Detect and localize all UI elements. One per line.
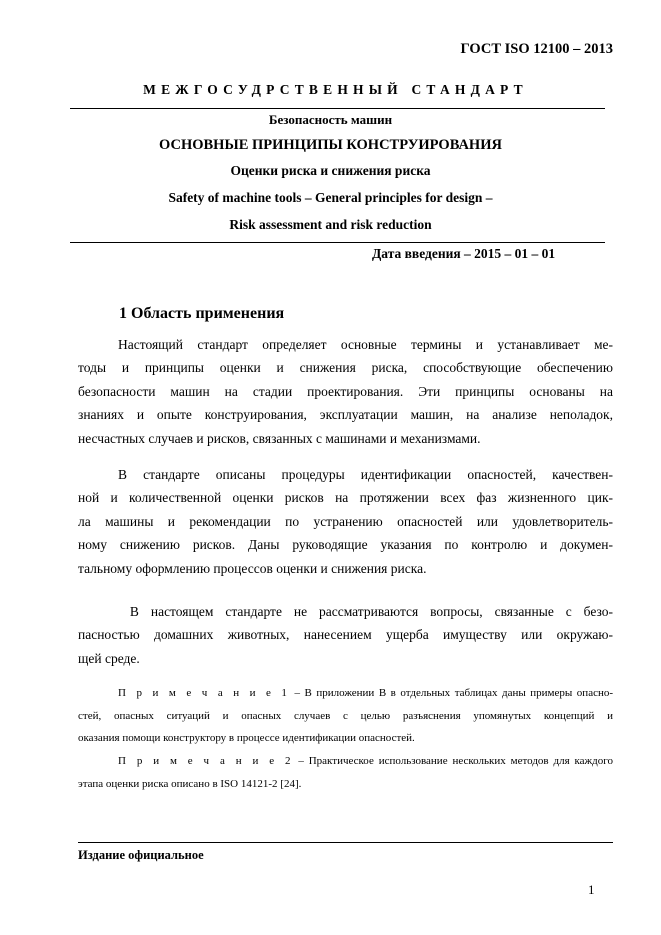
paragraph-line: В стандарте описаны процедуры идентификации опасностей, качествен- <box>118 467 613 482</box>
paragraph-2 <box>78 463 613 580</box>
title-sub: Оценки риска и снижения риска <box>230 163 431 178</box>
note-text: – Практическое использование нескольких методов для каждого <box>293 755 613 767</box>
title-divider-bottom <box>70 242 605 243</box>
note-2 <box>78 750 613 795</box>
footer-divider <box>78 842 613 843</box>
paragraph-line: безопасности машин на стадии проектирования. Эти принципы основаны на <box>78 383 613 399</box>
note-first-line <box>78 682 613 705</box>
title-divider-top <box>70 108 605 109</box>
paragraph-line: ному снижению рисков. Даны руководящие указания по контролю и докумен- <box>78 537 613 553</box>
note-line: стей, опасных ситуаций и опасных случаев с целью разъяснения упомянутых концепций и <box>78 709 613 722</box>
paragraph-line: тоды и принципы оценки и снижения риска, способствующие обеспечению <box>78 360 613 376</box>
paragraph-line: тальному оформлению процессов оценки и снижения риска. <box>78 560 427 576</box>
paragraph-line: ной и количественной оценки рисков на протяжении всех фаз жизненного цик- <box>78 490 613 506</box>
note-line: этапа оценки риска описано в ISO 14121-2 [24]. <box>78 777 302 790</box>
paragraph-line: знаниях и опыте конструирования, эксплуатации машин, на анализе неполадок, <box>78 407 613 423</box>
note-first-line <box>78 750 613 773</box>
paragraph-line: ла машины и рекомендации по устранению опасностей или удовлетворитель- <box>78 513 613 529</box>
title-english-line2: Risk assessment and risk reduction <box>229 217 432 232</box>
note-line: оказания помощи конструктору в процессе идентификации опасностей. <box>78 732 415 744</box>
standard-number: ГОСТ ISO 12100 – 2013 <box>460 41 613 57</box>
section-title: 1 Область применения <box>119 305 285 322</box>
paragraph-line: Настоящий стандарт определяет основные термины и устанавливает ме- <box>118 337 613 352</box>
subject-line: Безопасность машин <box>268 112 393 127</box>
paragraph-line: пасностью домашних животных, нанесением ущерба имуществу или окружаю- <box>78 627 613 643</box>
title-english-line1: Safety of machine tools – General principles for design – <box>168 190 493 205</box>
note-label: П р и м е ч а н и е 2 <box>118 755 294 767</box>
paragraph-3 <box>78 600 613 670</box>
paragraph-line: В настоящем стандарте не рассматриваются вопросы, связанные с безо- <box>118 604 613 619</box>
note-label: П р и м е ч а н и е 1 <box>118 687 290 699</box>
paragraph-line: несчастных случаев и рисков, связанных с машинами и механизмами. <box>78 430 481 446</box>
paragraph-1 <box>78 333 613 450</box>
page-number: 1 <box>588 882 595 897</box>
introduction-date: Дата введения – 2015 – 01 – 01 <box>372 246 556 261</box>
paragraph-line: щей среде. <box>78 650 140 666</box>
note-1 <box>78 682 613 750</box>
title-main: ОСНОВНЫЕ ПРИНЦИПЫ КОНСТРУИРОВАНИЯ <box>159 137 502 153</box>
edition-label: Издание официальное <box>78 848 204 862</box>
interstate-standard-heading: МЕЖГОСУДРСТВЕННЫЙ СТАНДАРТ <box>143 82 528 97</box>
note-text: – В приложении В в отдельных таблицах даны примеры опасно- <box>289 687 614 699</box>
